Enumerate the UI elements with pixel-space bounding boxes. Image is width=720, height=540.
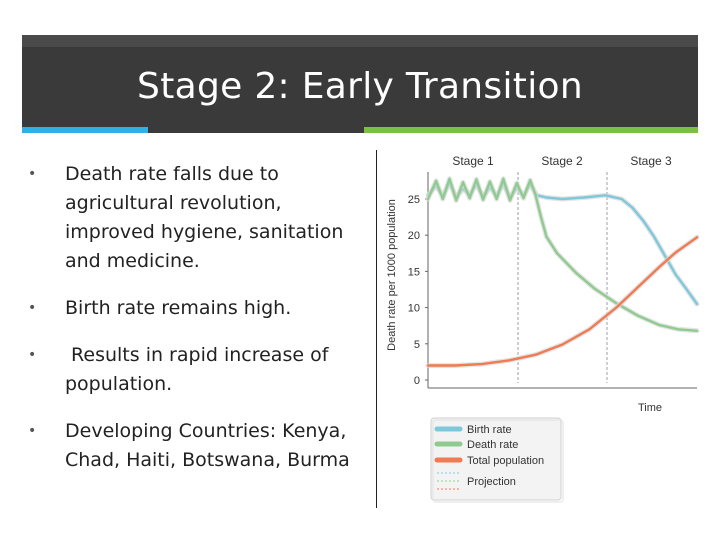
- stage-label: Stage 2: [541, 154, 583, 168]
- legend-label: Birth rate: [467, 424, 512, 436]
- y-tick-label: 25: [407, 193, 420, 206]
- y-tick-label: 0: [413, 375, 420, 387]
- legend-label: Death rate: [467, 439, 519, 451]
- series-line-shadow: [428, 179, 697, 331]
- stage-label: Stage 1: [452, 154, 494, 168]
- y-tick-label: 20: [407, 230, 420, 243]
- bullet-text: Results in rapid increase of population.: [65, 344, 335, 395]
- legend-label: Projection: [467, 476, 516, 488]
- bullet-text: Birth rate remains high.: [65, 297, 292, 319]
- bullet-text: Death rate falls due to agricultural revolution, improved hygiene, sanitation and medicine.: [65, 163, 344, 272]
- bullet-dot: •: [28, 347, 37, 363]
- y-tick-label: 10: [407, 302, 420, 315]
- y-tick-label: 5: [413, 338, 420, 351]
- bullet-dot: •: [28, 423, 37, 439]
- x-axis-title: Time: [637, 402, 663, 414]
- series-line: [428, 179, 697, 331]
- legend-label: Total population: [467, 455, 545, 467]
- bullet-text: Developing Countries: Kenya, Chad, Haiti, Botswana, Burma: [65, 420, 350, 471]
- y-tick-label: 15: [407, 266, 420, 279]
- slide-title: Stage 2: Early Transition: [137, 66, 583, 107]
- stage-label: Stage 3: [630, 154, 672, 168]
- bullet-dot: •: [28, 300, 37, 316]
- y-axis-title: Death rate per 1000 population: [386, 199, 398, 351]
- bullet-dot: •: [28, 166, 37, 182]
